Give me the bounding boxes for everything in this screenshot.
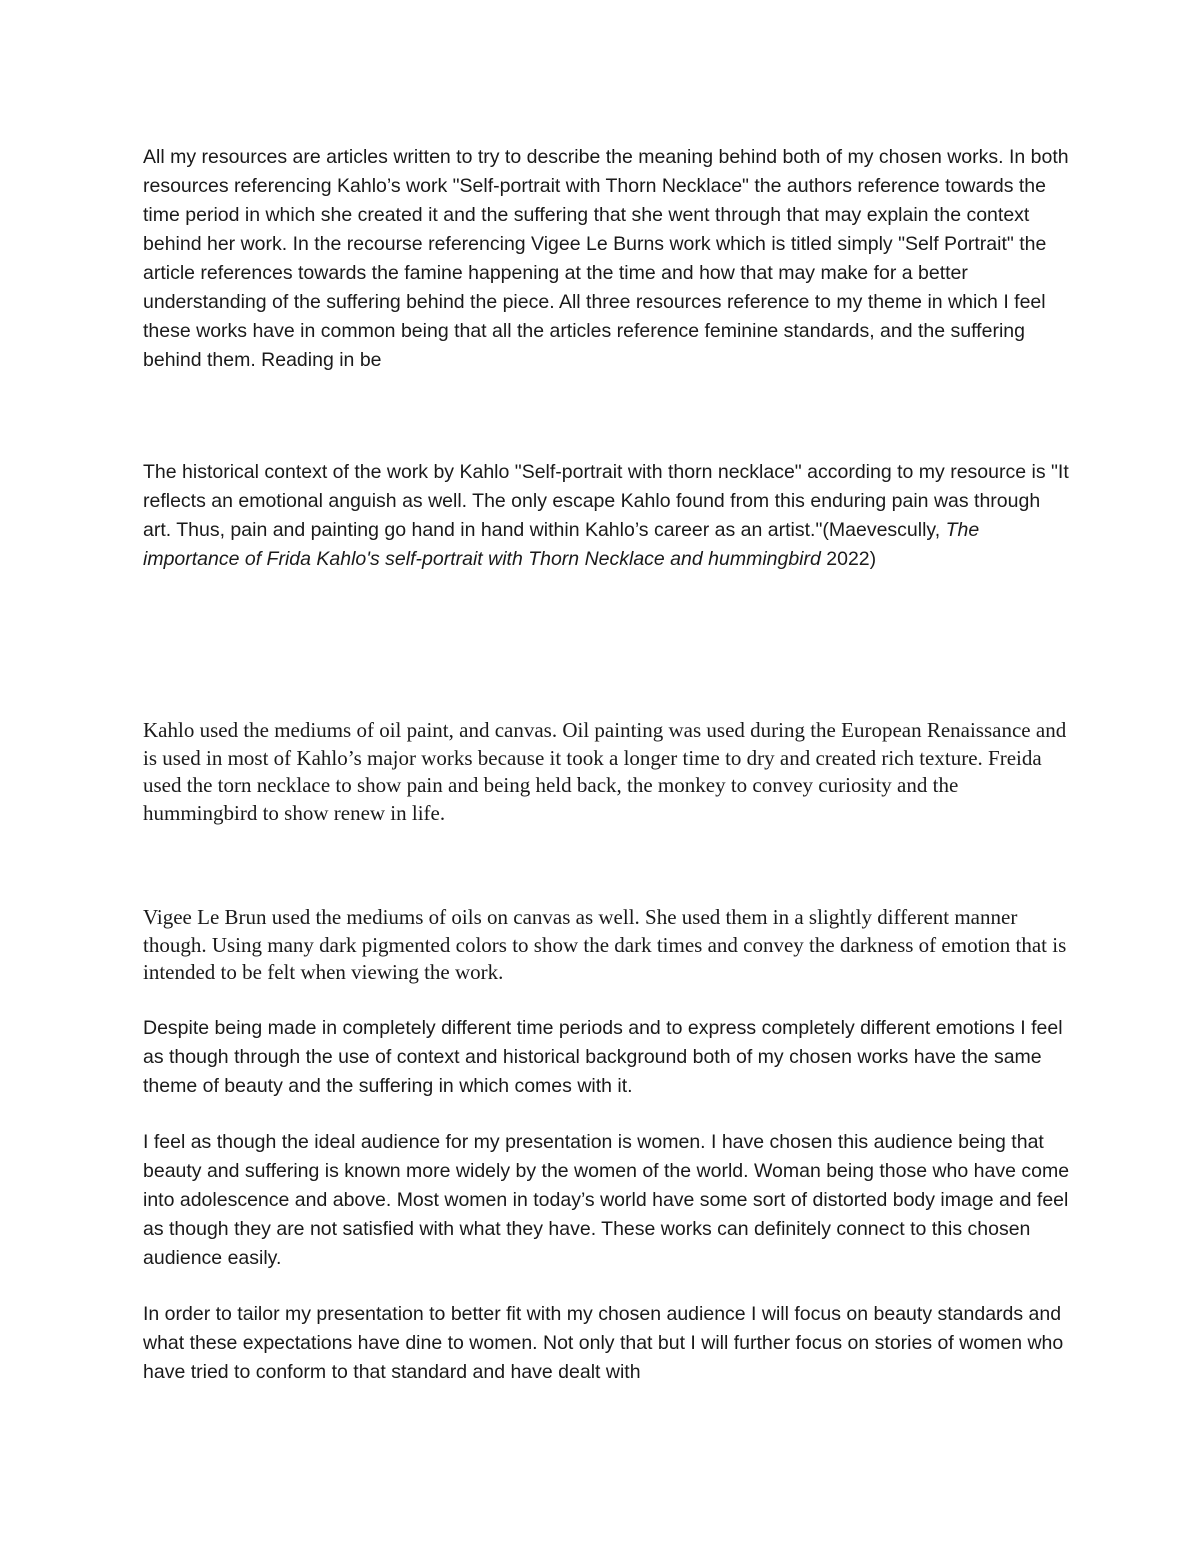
paragraph-theme: Despite being made in completely different time periods and to express completely different emotions I feel as though through the use of context and historical background both of my chosen works have the same theme of beauty and the suffering in which comes with it. (143, 1017, 1063, 1097)
paragraph-tailoring: In order to tailor my presentation to better fit with my chosen audience I will focus on beauty standards and what these expectations have dine to women. Not only that but I will further focus on stories of women who have tried to conform to that standard and have dealt with (143, 1303, 1064, 1383)
citation-title: The importance of Frida Kahlo's self-portrait with Thorn Necklace and hummingbird (143, 519, 980, 570)
paragraph-historical-context (143, 458, 1073, 574)
paragraph-vigee-mediums: Vigee Le Brun used the mediums of oils on canvas as well. She used them in a slightly different manner though. Using many dark pigmented colors to show the dark times and convey the darkness of emotion that is intended to be felt when viewing the work. (143, 905, 1067, 984)
paragraph-audience: I feel as though the ideal audience for my presentation is women. I have chosen this audience being that beauty and suffering is known more widely by the women of the world. Woman being those who have come into adolescence and above. Most women in today’s world have some sort of distorted body image and feel as though they are not satisfied with what they have. These works can definitely connect to this chosen audience easily. (143, 1131, 1070, 1269)
citation-year: 2022) (820, 548, 877, 570)
historical-context-text: The historical context of the work by Kahlo "Self-portrait with thorn necklace" according to my resource is "It reflects an emotional anguish as well. The only escape Kahlo found from this enduring pain was through art. Thus, pain and painting go hand in hand within Kahlo’s career as an artist."(Maevescully, (143, 461, 1069, 541)
paragraph-kahlo-mediums: Kahlo used the mediums of oil paint, and canvas. Oil painting was used during the European Renaissance and is used in most of Kahlo’s major works because it took a longer time to dry and created rich texture. Freida used the torn necklace to show pain and being held back, the monkey to convey curiosity and the hummingbird to show renew in life. (143, 718, 1067, 825)
paragraph-resources: All my resources are articles written to try to describe the meaning behind both of my chosen works. In both resources referencing Kahlo’s work "Self-portrait with Thorn Necklace" the authors reference towards the time period in which she created it and the suffering that she went through that may explain the context behind her work. In the recourse referencing Vigee Le Burns work which is titled simply "Self Portrait" the article references towards the famine happening at the time and how that may make for a better understanding of the suffering behind the piece. All three resources reference to my theme in which I feel these works have in common being that all the articles reference feminine standards, and the suffering behind them. Reading in be (143, 146, 1069, 371)
